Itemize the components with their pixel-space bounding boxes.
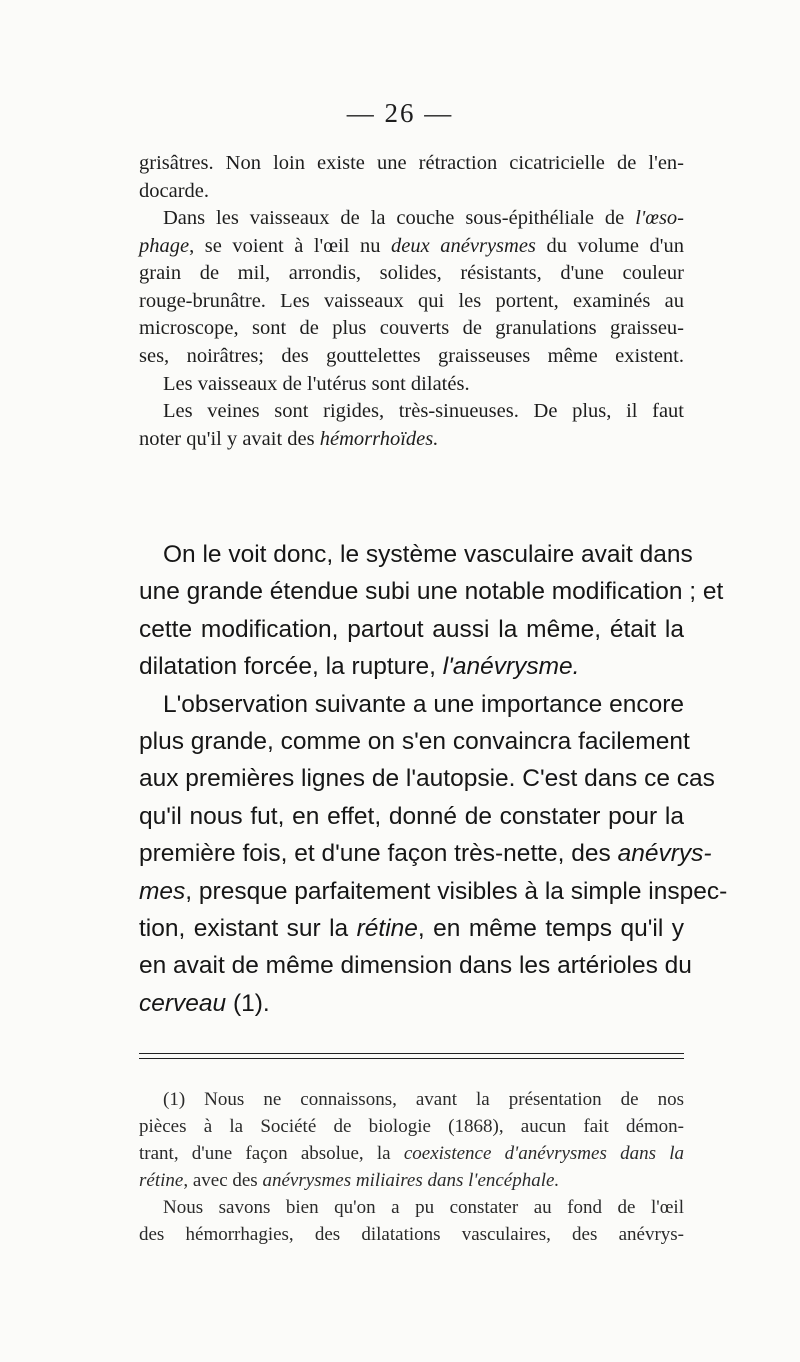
italic-term: l'anévrysme.	[442, 653, 580, 681]
italic-term: phage	[139, 234, 190, 257]
text-line: microscope, sont de plus couverts de granulations graisseu-	[139, 317, 684, 340]
text-line: Les veines sont rigides, très-sinueuses. De plus, il faut	[163, 400, 684, 423]
text-line: phage, se voient à l'œil nu deux anévrysmes du volume d'un	[139, 234, 684, 257]
text-line: ses, noirâtres; des gouttelettes graisseuses même existent.	[139, 344, 684, 367]
text-line: rouge-brunâtre. Les vaisseaux qui les portent, examinés au	[139, 289, 684, 312]
text-line: trant, d'une façon absolue, la coexistence d'anévrysmes dans la	[139, 1143, 684, 1164]
intro-paragraph	[139, 150, 684, 205]
text-line: plus grande, comme on s'en convaincra facilement	[139, 728, 690, 755]
text-line: On le voit donc, le système vasculaire avait dans	[163, 541, 693, 568]
text-line: dilatation forcée, la rupture, l'anévrysme.	[139, 653, 580, 681]
italic-term: l'œso-	[635, 207, 684, 229]
oesophage-paragraph	[139, 205, 684, 371]
text-line: L'observation suivante a une importance encore	[163, 690, 684, 718]
italic-term: hémorrhoïdes.	[319, 427, 439, 450]
text-line: aux premières lignes de l'autopsie. C'est dans ce cas	[139, 765, 715, 793]
page-number: — 26 —	[346, 98, 454, 128]
text-line: Nous savons bien qu'on a pu constater au fond de l'œil	[163, 1197, 684, 1218]
text-line: en avait de même dimension dans les artérioles du	[139, 952, 692, 980]
text-line: noter qu'il y avait des hémorrhoïdes.	[139, 427, 439, 450]
italic-term: anévrys-	[617, 840, 712, 868]
italic-term: coexistence d'anévrysmes dans la	[403, 1143, 684, 1164]
text-line: pièces à la Société de biologie (1868), aucun fait démon-	[139, 1116, 684, 1137]
text-line: Les vaisseaux de l'utérus sont dilatés.	[163, 372, 470, 395]
text-line: qu'il nous fut, en effet, donné de constater pour la	[139, 802, 684, 830]
text-line: Dans les vaisseaux de la couche sous-épithéliale de l'œso-	[163, 207, 684, 229]
italic-term: anévrysmes miliaires dans l'encéphale.	[262, 1170, 560, 1191]
text-line: docarde.	[139, 179, 209, 202]
italic-term: rétine	[139, 1170, 184, 1191]
footnote	[139, 1086, 684, 1248]
text-line: mes, presque parfaitement visibles à la simple inspec-	[139, 877, 728, 905]
observation-paragraph	[139, 686, 728, 1023]
italic-term: deux anévrysmes	[391, 234, 536, 257]
italic-term: mes	[139, 877, 186, 905]
text-line: grain de mil, arrondis, solides, résistants, d'une couleur	[139, 262, 684, 285]
text-line: tion, existant sur la rétine, en même temps qu'il y	[139, 915, 685, 943]
uterus-paragraph	[139, 371, 684, 399]
conclusion-paragraph	[139, 536, 724, 686]
italic-term: rétine	[356, 915, 418, 943]
text-line: cerveau (1).	[139, 989, 270, 1017]
veines-paragraph	[139, 398, 684, 453]
footnote-separator-thin	[139, 1058, 684, 1059]
italic-term: cerveau	[139, 989, 227, 1017]
text-line: une grande étendue subi une notable modification ; et	[139, 578, 724, 606]
text-line: des hémorrhagies, des dilatations vasculaires, des anévrys-	[139, 1224, 684, 1245]
footnote-separator	[139, 1053, 684, 1054]
text-line: rétine, avec des anévrysmes miliaires dans l'encéphale.	[139, 1170, 560, 1191]
text-line: première fois, et d'une façon très-nette, des anévrys-	[139, 840, 712, 868]
text-line: (1) Nous ne connaissons, avant la présentation de nos	[163, 1089, 684, 1110]
text-line: grisâtres. Non loin existe une rétraction cicatricielle de l'en-	[139, 152, 684, 174]
text-line: cette modification, partout aussi la même, était la	[139, 615, 684, 643]
